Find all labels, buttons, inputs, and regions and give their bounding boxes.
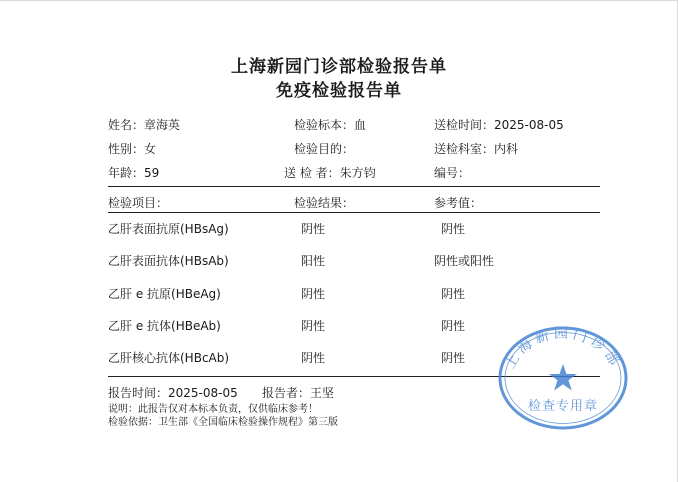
official-seal-stamp (496, 324, 630, 432)
seal-top-text: 上海新园门诊部 (502, 326, 624, 372)
header-reference: 参考值： (434, 196, 483, 210)
seal-star-icon (549, 364, 577, 391)
test-item: 乙肝核心抗体(HBcAb) (108, 351, 230, 365)
report-time: 报告时间：2025-08-05 (108, 386, 238, 400)
seal-bottom-text: 检查专用章 (527, 399, 599, 414)
report-number: 编号： (434, 166, 471, 180)
test-reference: 阴性 (441, 319, 466, 333)
reporter: 报告者：王坚 (262, 386, 335, 400)
patient-name: 姓名：章海英 (108, 118, 181, 132)
report-note: 说明：此报告仅对本标本负责，仅供临床参考！ (108, 404, 318, 415)
test-result: 阴性 (301, 319, 326, 333)
sender: 送 检 者：朱方钧 (284, 166, 376, 180)
test-purpose: 检验目的： (294, 142, 355, 156)
test-result: 阳性 (301, 254, 326, 268)
divider-header (108, 212, 600, 213)
department: 送检科室：内科 (434, 142, 519, 156)
test-result: 阴性 (301, 351, 326, 365)
test-item: 乙肝表面抗原(HBsAg) (108, 222, 229, 236)
test-reference: 阴性 (441, 287, 466, 301)
test-basis: 检验依据：卫生部《全国临床检验操作规程》第三版 (108, 417, 338, 428)
patient-age: 年龄：59 (108, 166, 160, 180)
test-reference: 阴性 (441, 222, 466, 236)
test-reference: 阴性或阳性 (434, 254, 495, 268)
report-title: 上海新园门诊部检验报告单 (231, 57, 447, 77)
test-item: 乙肝表面抗体(HBsAb) (108, 254, 229, 268)
test-result: 阴性 (301, 222, 326, 236)
test-reference: 阴性 (441, 351, 466, 365)
divider-top (108, 186, 600, 187)
send-time: 送检时间：2025-08-05 (434, 118, 564, 132)
header-test-result: 检验结果： (294, 196, 355, 210)
test-result: 阴性 (301, 287, 326, 301)
test-item: 乙肝 e 抗体(HBeAb) (108, 319, 221, 333)
page-edge-top (0, 0, 678, 1)
patient-gender: 性别：女 (108, 142, 157, 156)
report-subtitle: 免疫检验报告单 (276, 81, 402, 101)
specimen-type: 检验标本：血 (294, 118, 367, 132)
test-item: 乙肝 e 抗原(HBeAg) (108, 287, 221, 301)
header-test-item: 检验项目： (108, 196, 169, 210)
